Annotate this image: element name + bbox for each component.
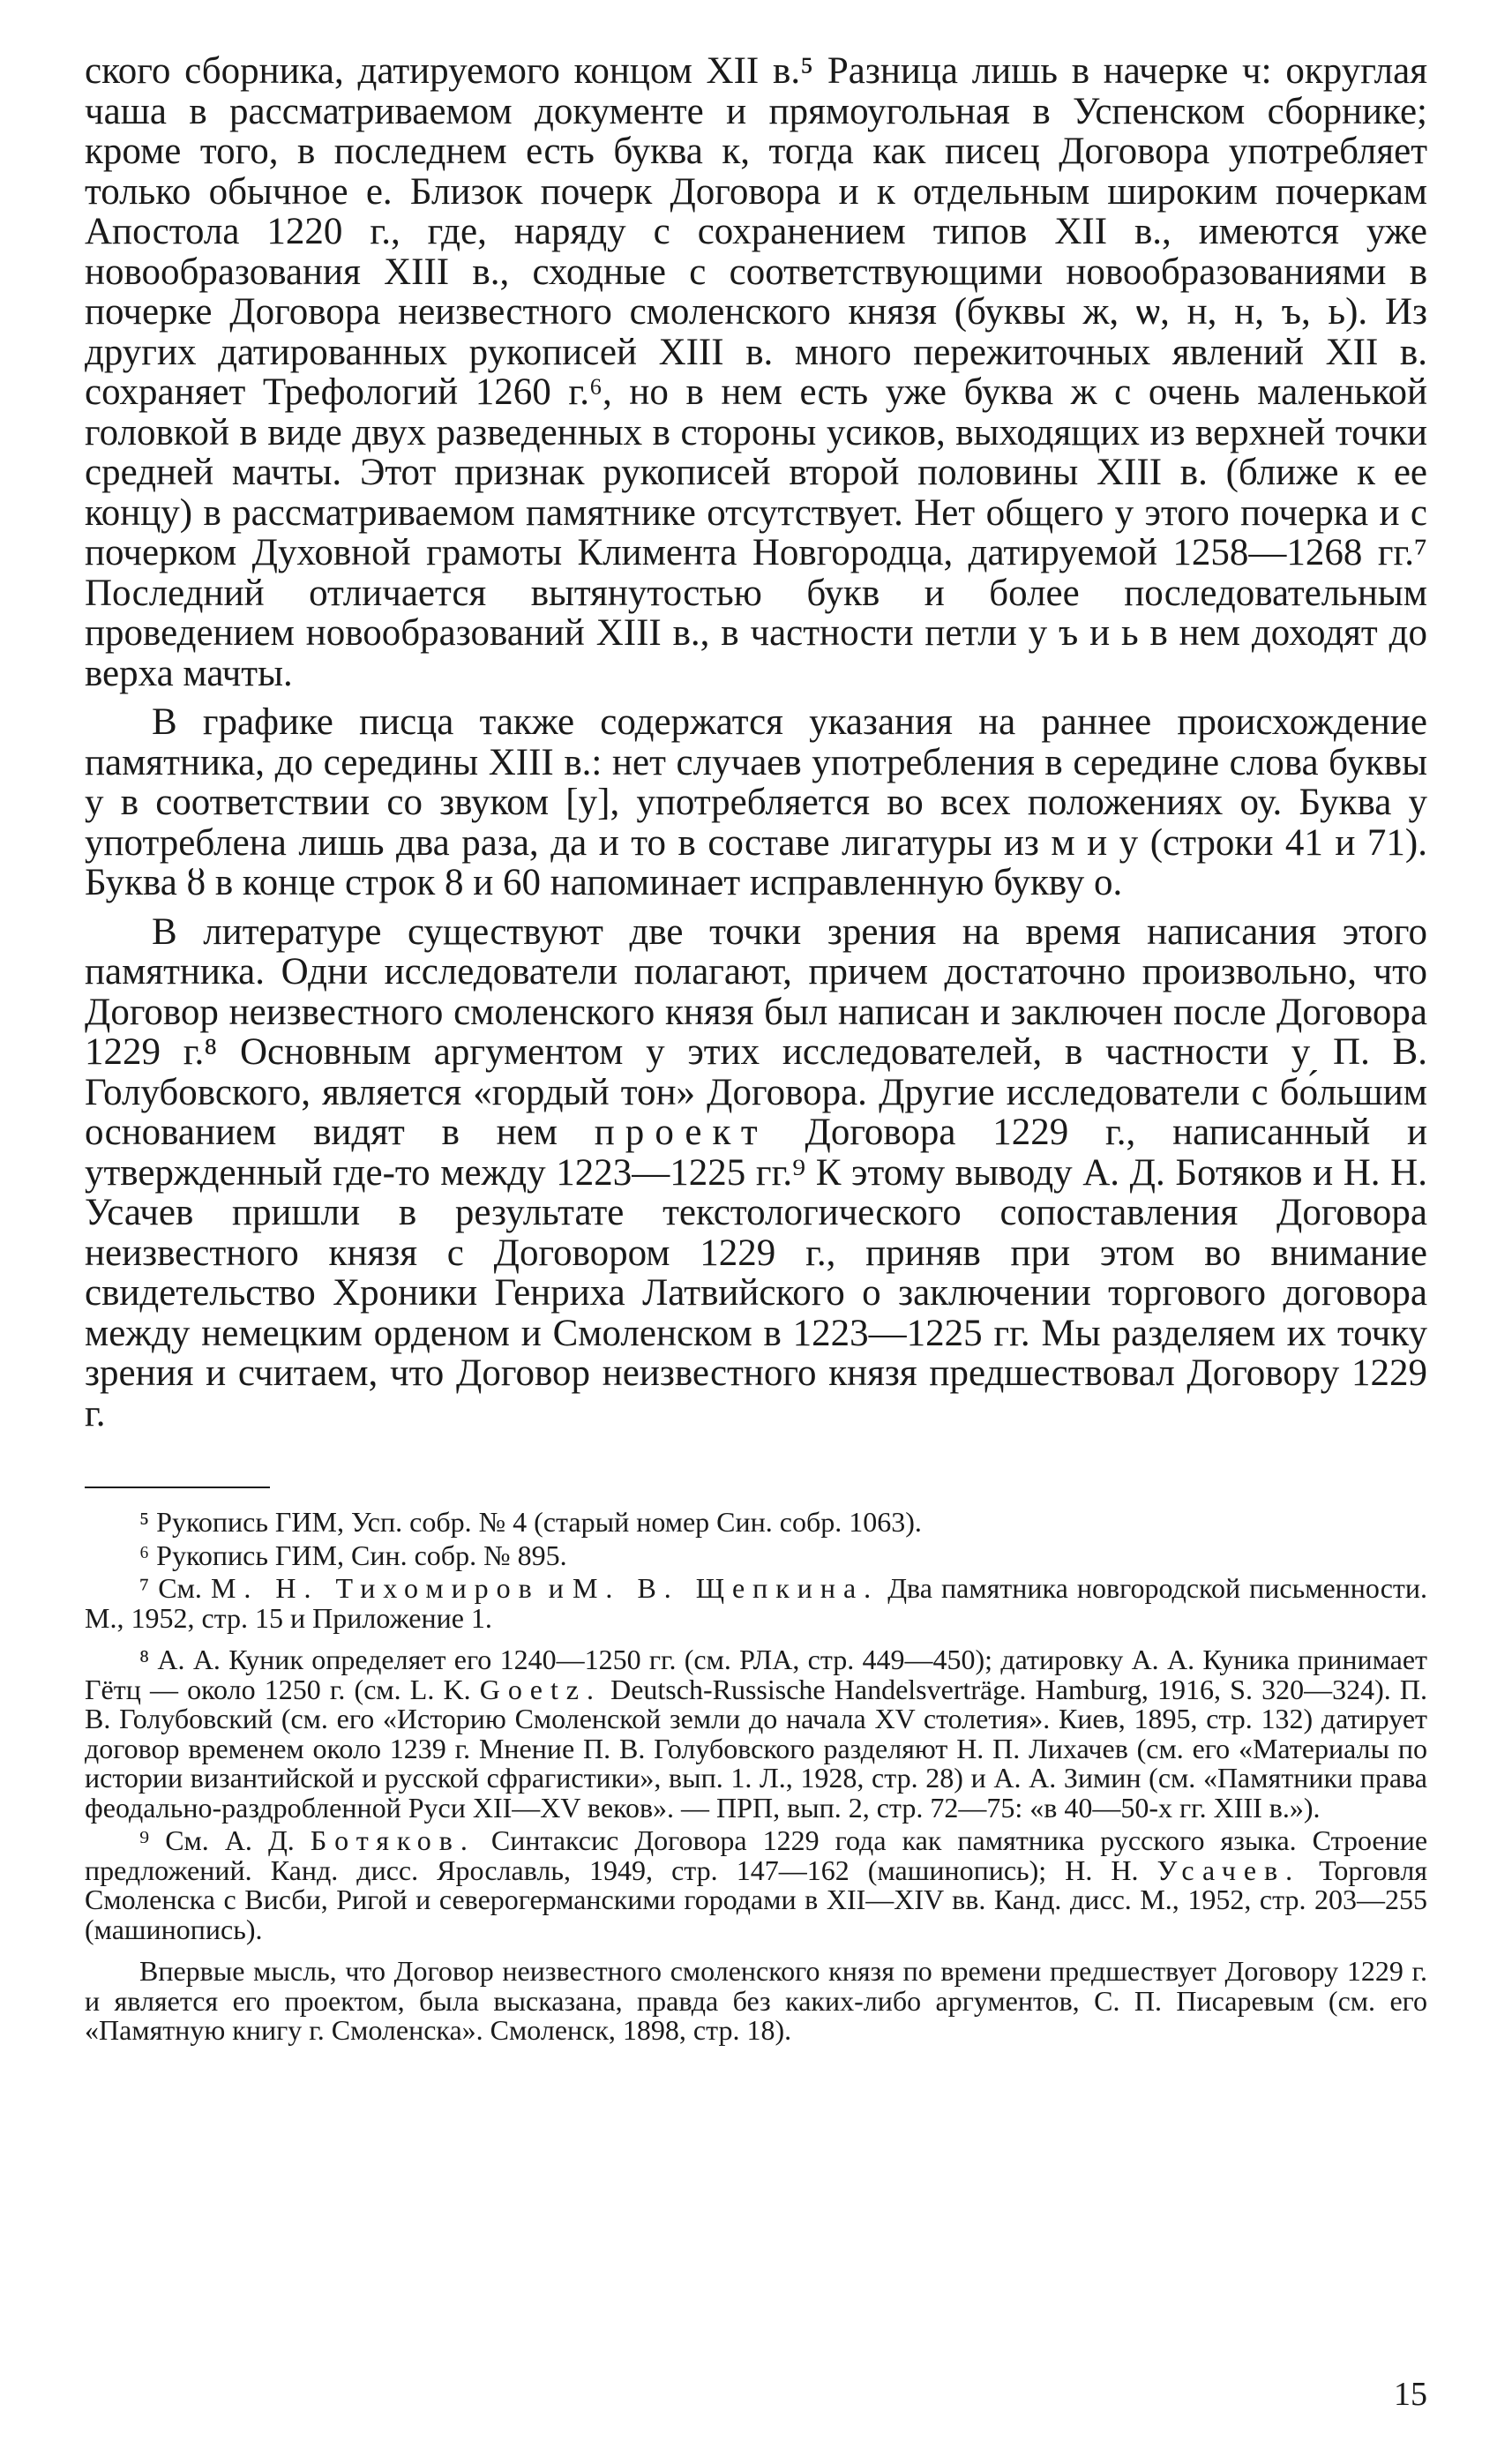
footnote-8-part-a: ⁸ А. А. Куник определяет его 1240—1250 гг. (см. РЛА, стр. 449—450); датировку А. А. Куника принимает Гётц — около 1250 г. (см. L. K. xyxy=(85,1644,1427,1705)
footnote-8 xyxy=(85,1645,1427,1823)
footnote-9-author-1: Ботяков. xyxy=(310,1824,475,1856)
paragraph-3-part-b: Договора 1229 г., написанный и утвержденный где-то между 1223—1225 гг.⁹ К этому выводу А. Д. Ботяков и Н. Н. Усачев пришли в результате текстологического сопоставления Договора неизвестного князя с Договором 1229 г., приняв при этом во внимание свидетельство Хроники Генриха Латвийского о заключении торгового договора между немецким орденом и Смоленском в 1223—1225 гг. Мы разделяем их точку зрения и считаем, что Договор неизвестного князя предшествовал Договору 1229 г. xyxy=(85,1112,1428,1434)
footnote-7-author-2: М. В. Щепкина. xyxy=(573,1572,880,1604)
footnote-divider xyxy=(85,1487,270,1488)
emphasis-project: проект xyxy=(594,1112,768,1153)
page-content xyxy=(85,51,1427,2046)
paragraph-3 xyxy=(85,912,1427,1434)
paragraph-1: ского сборника, датируемого концом XII в.⁵ Разница лишь в начерке ч: округлая чаша в рассматриваемом документе и прямоугольная в Успенском сборнике; кроме того, в последнем есть буква к, тогда как писец Договора употребляет только обычное е. Близок почерк Договора и к отдельным широким почеркам Апостола 1220 г., где, наряду с сохранением типов XII в., имеются уже новообразования XIII в., сходные с соответствующими новообразованиями в почерке Договора неизвестного смоленского князя (буквы ж, ѡ, н, н, ъ, ь). Из других датированных рукописей XIII в. много пережиточных явлений XII в. сохраняет Трефологий 1260 г.⁶, но в нем есть уже буква ж с очень маленькой головкой в виде двух разведенных в стороны усиков, выходящих из верхней точки средней мачты. Этот признак рукописей второй половины XIII в. (ближе к ее концу) в рассматриваемом памятнике отсутствует. Нет общего у этого почерка и с почерком Духовной грамоты Климента Новгородца, датируемой 1258—1268 гг.⁷ Последний отличается вытянутостью букв и более последовательным проведением новообразований XIII в., в частности петли у ъ и ь в нем доходят до верха мачты. xyxy=(85,50,1427,694)
footnote-7-part-a: ⁷ См. xyxy=(139,1572,202,1604)
footnote-9 xyxy=(85,1826,1427,1944)
footnote-7-conj: и xyxy=(548,1572,564,1604)
page-number: 15 xyxy=(1394,2376,1427,2413)
paragraph-2: В графике писца также содержатся указания на раннее происхождение памятника, до середины XIII в.: нет случаев употребления в середине слова буквы у в соответствии со звуком [у], употребляется во всех положениях оу. Буква у употреблена лишь два раза, да и то в составе лигатуры из м и у (строки 41 и 71). Буква ȣ в конце строк 8 и 60 напоминает исправленную букву о. xyxy=(85,701,1427,903)
footnote-7-part-b: Два памятника новгородской письменности. М., 1952, стр. 15 и Приложение 1. xyxy=(85,1572,1428,1634)
footnote-7-author-1: М. Н. Тихомиров xyxy=(210,1572,540,1604)
footnote-9-part-b: Синтаксис Договора 1229 года как памятника русского языка. Строение предложений. Канд. дисс. Ярославль, 1949, стр. 147—162 (машинопись); Н. Н. xyxy=(85,1824,1428,1886)
footnote-8-part-b: Deutsch-Russische Handelsverträge. Hamburg, 1916, S. 320—324). П. В. Голубовский (см. его «Историю Смоленской земли до начала XV столетия». Киев, 1895, стр. 132) датирует договор временем около 1239 г. Мнение П. В. Голубовского разделяют Н. П. Лихачев (см. его «Материалы по истории византийской и русской сфрагистики», вып. 1. Л., 1928, стр. 28) и А. А. Зимин (см. «Памятники права феодально-раздробленной Руси XII—XV веков». — ПРП, вып. 2, стр. 72—75: «в 40—50-х гг. XIII в.»). xyxy=(85,1673,1428,1824)
footnote-note: Впервые мысль, что Договор неизвестного смоленского князя по времени предшествует Договору 1229 г. и является его проектом, была высказана, правда без каких-либо аргументов, С. П. Писаревым (см. его «Памятную книгу г. Смоленска». Смоленск, 1898, стр. 18). xyxy=(85,1955,1427,2046)
footnote-7 xyxy=(85,1574,1427,1633)
paragraph-3-part-a: В литературе существуют две точки зрения на время написания этого памятника. Одни исследователи полагают, причем достаточно произвольно, что Договор неизвестного смоленского князя был написан и заключен после Договора 1229 г.⁸ Основным аргументом у этих исследователей, в частности у П. В. Голубовского, является «гордый тон» Договора. Другие исследователи с бо́льшим основанием видят в нем xyxy=(85,910,1427,1153)
footnote-5: ⁵ Рукопись ГИМ, Усп. собр. № 4 (старый номер Син. собр. 1063). xyxy=(139,1506,922,1538)
footnote-9-part-a: ⁹ См. А. Д. xyxy=(139,1824,295,1856)
footnote-9-part-c: Торговля Смоленска с Висби, Ригой и северогерманскими городами в XII—XIV вв. Канд. дисс. М., 1952, стр. 203—255 (машинопись). xyxy=(85,1854,1428,1945)
footnote-9-author-2: Усачев. xyxy=(1156,1854,1301,1886)
footnote-6: ⁶ Рукопись ГИМ, Син. собр. № 895. xyxy=(139,1539,567,1571)
footnote-8-author: Goetz. xyxy=(479,1673,602,1705)
